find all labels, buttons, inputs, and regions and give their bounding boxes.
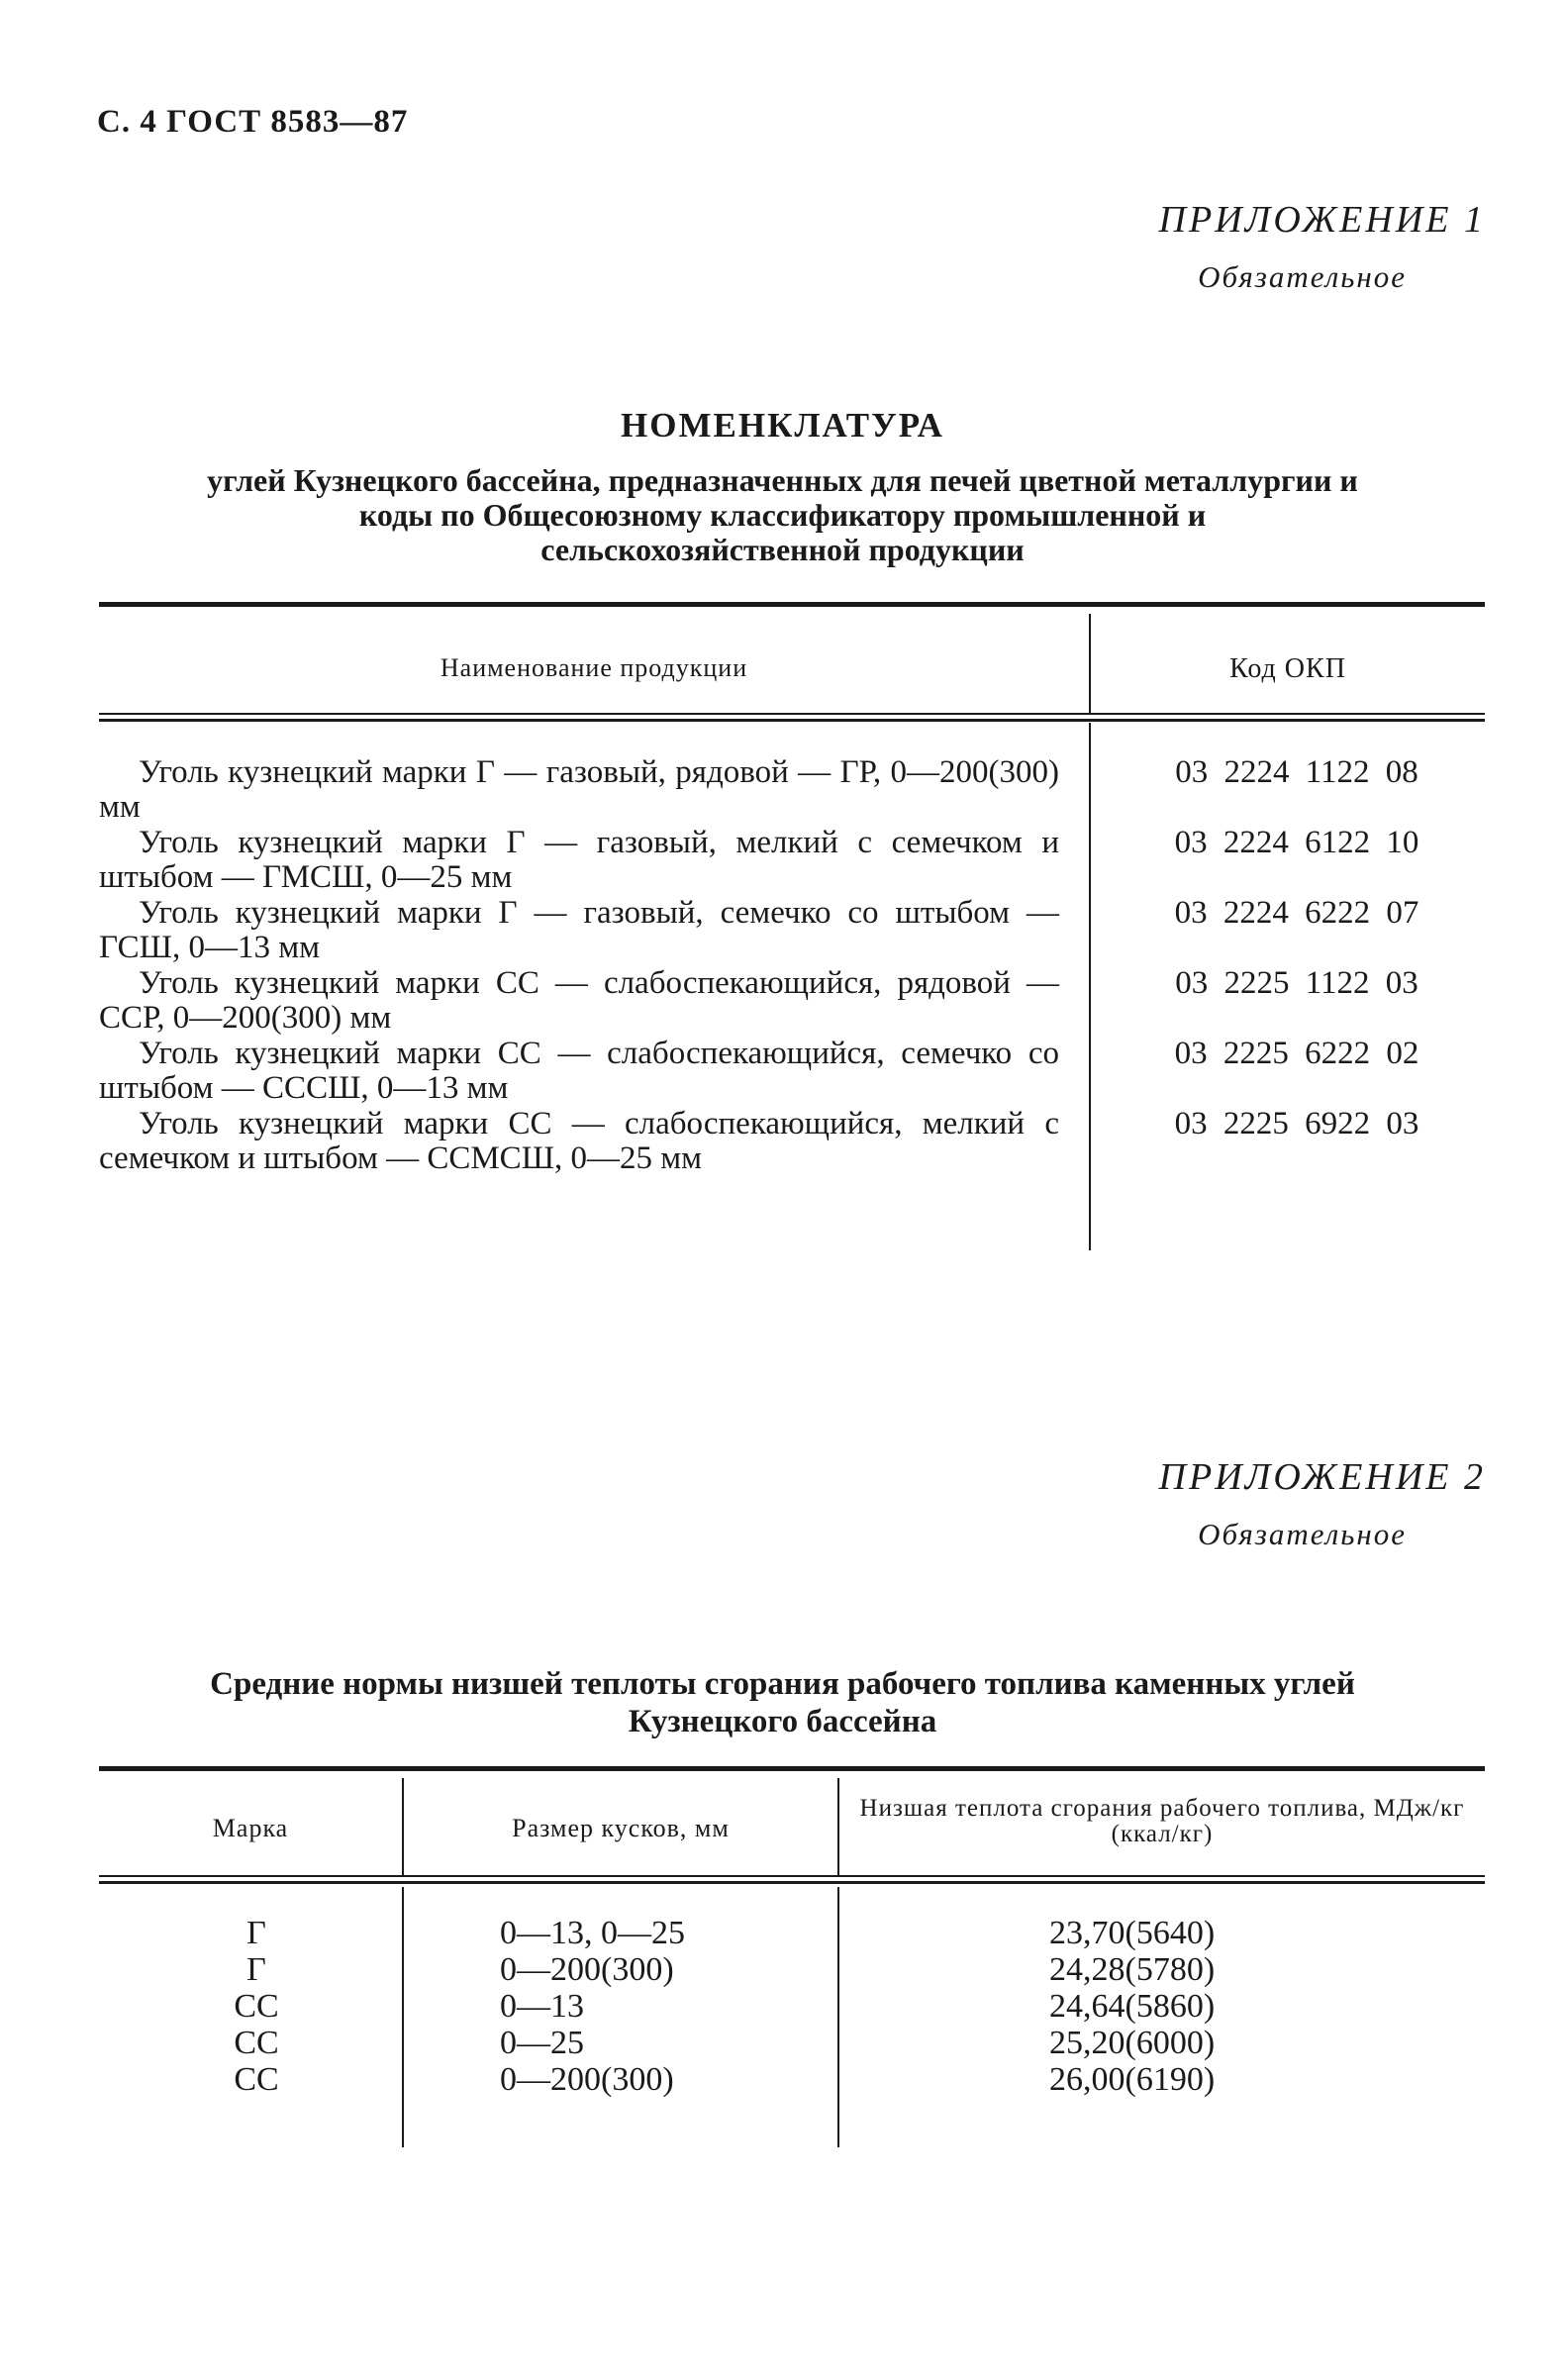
table-row: [99, 1107, 1485, 1177]
okp-code: 03 2224 1122 08: [1175, 754, 1418, 790]
heat-column: [1049, 1915, 1346, 2098]
product-name: Уголь кузнецкий марки Г — газовый, семечко со штыбом — ГСШ, 0—13 мм: [99, 895, 1059, 965]
grade-cell: СС: [234, 1988, 279, 2025]
heat-cell: 23,70(5640): [1049, 1915, 1216, 1951]
appendix-2-label: [1159, 1455, 1486, 1552]
product-name: Уголь кузнецкий марки СС — слабоспекающийся, мелкий с семечком и штыбом — ССМСШ, 0—25 мм: [99, 1106, 1059, 1176]
header-rule-double: [99, 1881, 1485, 1884]
header-rule-double: [99, 719, 1485, 722]
heat-norms-table: [99, 1766, 1485, 2147]
grade-column: [99, 1915, 408, 2098]
grade-cell: СС: [234, 2061, 279, 2098]
page-header: С. 4 ГОСТ 8583—87: [97, 104, 409, 140]
size-cell: 0—25: [500, 2025, 584, 2061]
heat-cell: 25,20(6000): [1049, 2025, 1216, 2061]
appendix-1-label: [1159, 198, 1486, 295]
column-header-name: Наименование продукции: [440, 653, 748, 682]
product-name: Уголь кузнецкий марки Г — газовый, мелкий с семечком и штыбом — ГМСШ, 0—25 мм: [99, 825, 1059, 895]
table-row: [99, 826, 1485, 896]
header-rule: [99, 1875, 1485, 1877]
okp-code: 03 2224 6122 10: [1174, 825, 1419, 860]
header-rule: [99, 713, 1485, 715]
grade-cell: Г: [246, 1915, 266, 1951]
nomenclature-title: НОМЕНКЛАТУРА: [621, 406, 944, 445]
heat-cell: 24,28(5780): [1049, 1951, 1216, 1988]
appendix-2-title: ПРИЛОЖЕНИЕ 2: [1158, 1456, 1486, 1498]
size-cell: 0—200(300): [500, 2061, 674, 2098]
table-top-rule: [99, 1766, 1485, 1771]
column-header-code: Код ОКП: [1229, 653, 1346, 684]
appendix-1-title: ПРИЛОЖЕНИЕ 1: [1158, 199, 1486, 241]
heat-cell: 26,00(6190): [1049, 2061, 1216, 2098]
heat-norms-title: Средние нормы низшей теплоты сгорания рабочего топлива каменных углей Кузнецкого бассейна: [210, 1666, 1355, 1739]
table-row: [99, 755, 1485, 826]
column-header-heat: Низшая теплота сгорания рабочего топлива, МДж/кг (ккал/кг): [859, 1795, 1465, 1847]
okp-code: 03 2225 6222 02: [1174, 1036, 1419, 1071]
grade-cell: Г: [246, 1951, 266, 1988]
nomenclature-table: [99, 602, 1485, 1250]
size-column: [500, 1915, 797, 2098]
okp-code: 03 2225 1122 03: [1175, 965, 1418, 1001]
okp-code: 03 2225 6922 03: [1174, 1106, 1419, 1141]
nomenclature-subtitle: углей Кузнецкого бассейна, предназначенных для печей цветной металлургии и коды по Общесоюзному классификатору промышленной и сельскохозяйственной продукции: [207, 462, 1358, 567]
column-header-grade: Марка: [212, 1814, 289, 1842]
table-row: [99, 896, 1485, 966]
column-divider: [837, 1887, 839, 2147]
heat-cell: 24,64(5860): [1049, 1988, 1216, 2025]
table-row: [99, 1037, 1485, 1107]
size-cell: 0—200(300): [500, 1951, 674, 1988]
product-name: Уголь кузнецкий марки СС — слабоспекающийся, семечко со штыбом — СССШ, 0—13 мм: [99, 1036, 1059, 1106]
okp-code: 03 2224 6222 07: [1174, 895, 1419, 931]
appendix-1-status: Обязательное: [1198, 259, 1407, 294]
appendix-2-status: Обязательное: [1198, 1517, 1407, 1551]
table-top-rule: [99, 602, 1485, 607]
product-name: Уголь кузнецкий марки Г — газовый, рядовой — ГР, 0—200(300) мм: [99, 754, 1059, 825]
grade-cell: СС: [234, 2025, 279, 2061]
product-name: Уголь кузнецкий марки СС — слабоспекающийся, рядовой — ССР, 0—200(300) мм: [99, 965, 1059, 1036]
size-cell: 0—13: [500, 1988, 584, 2025]
table-row: [99, 966, 1485, 1037]
size-cell: 0—13, 0—25: [500, 1915, 685, 1951]
column-header-size: Размер кусков, мм: [512, 1814, 730, 1842]
